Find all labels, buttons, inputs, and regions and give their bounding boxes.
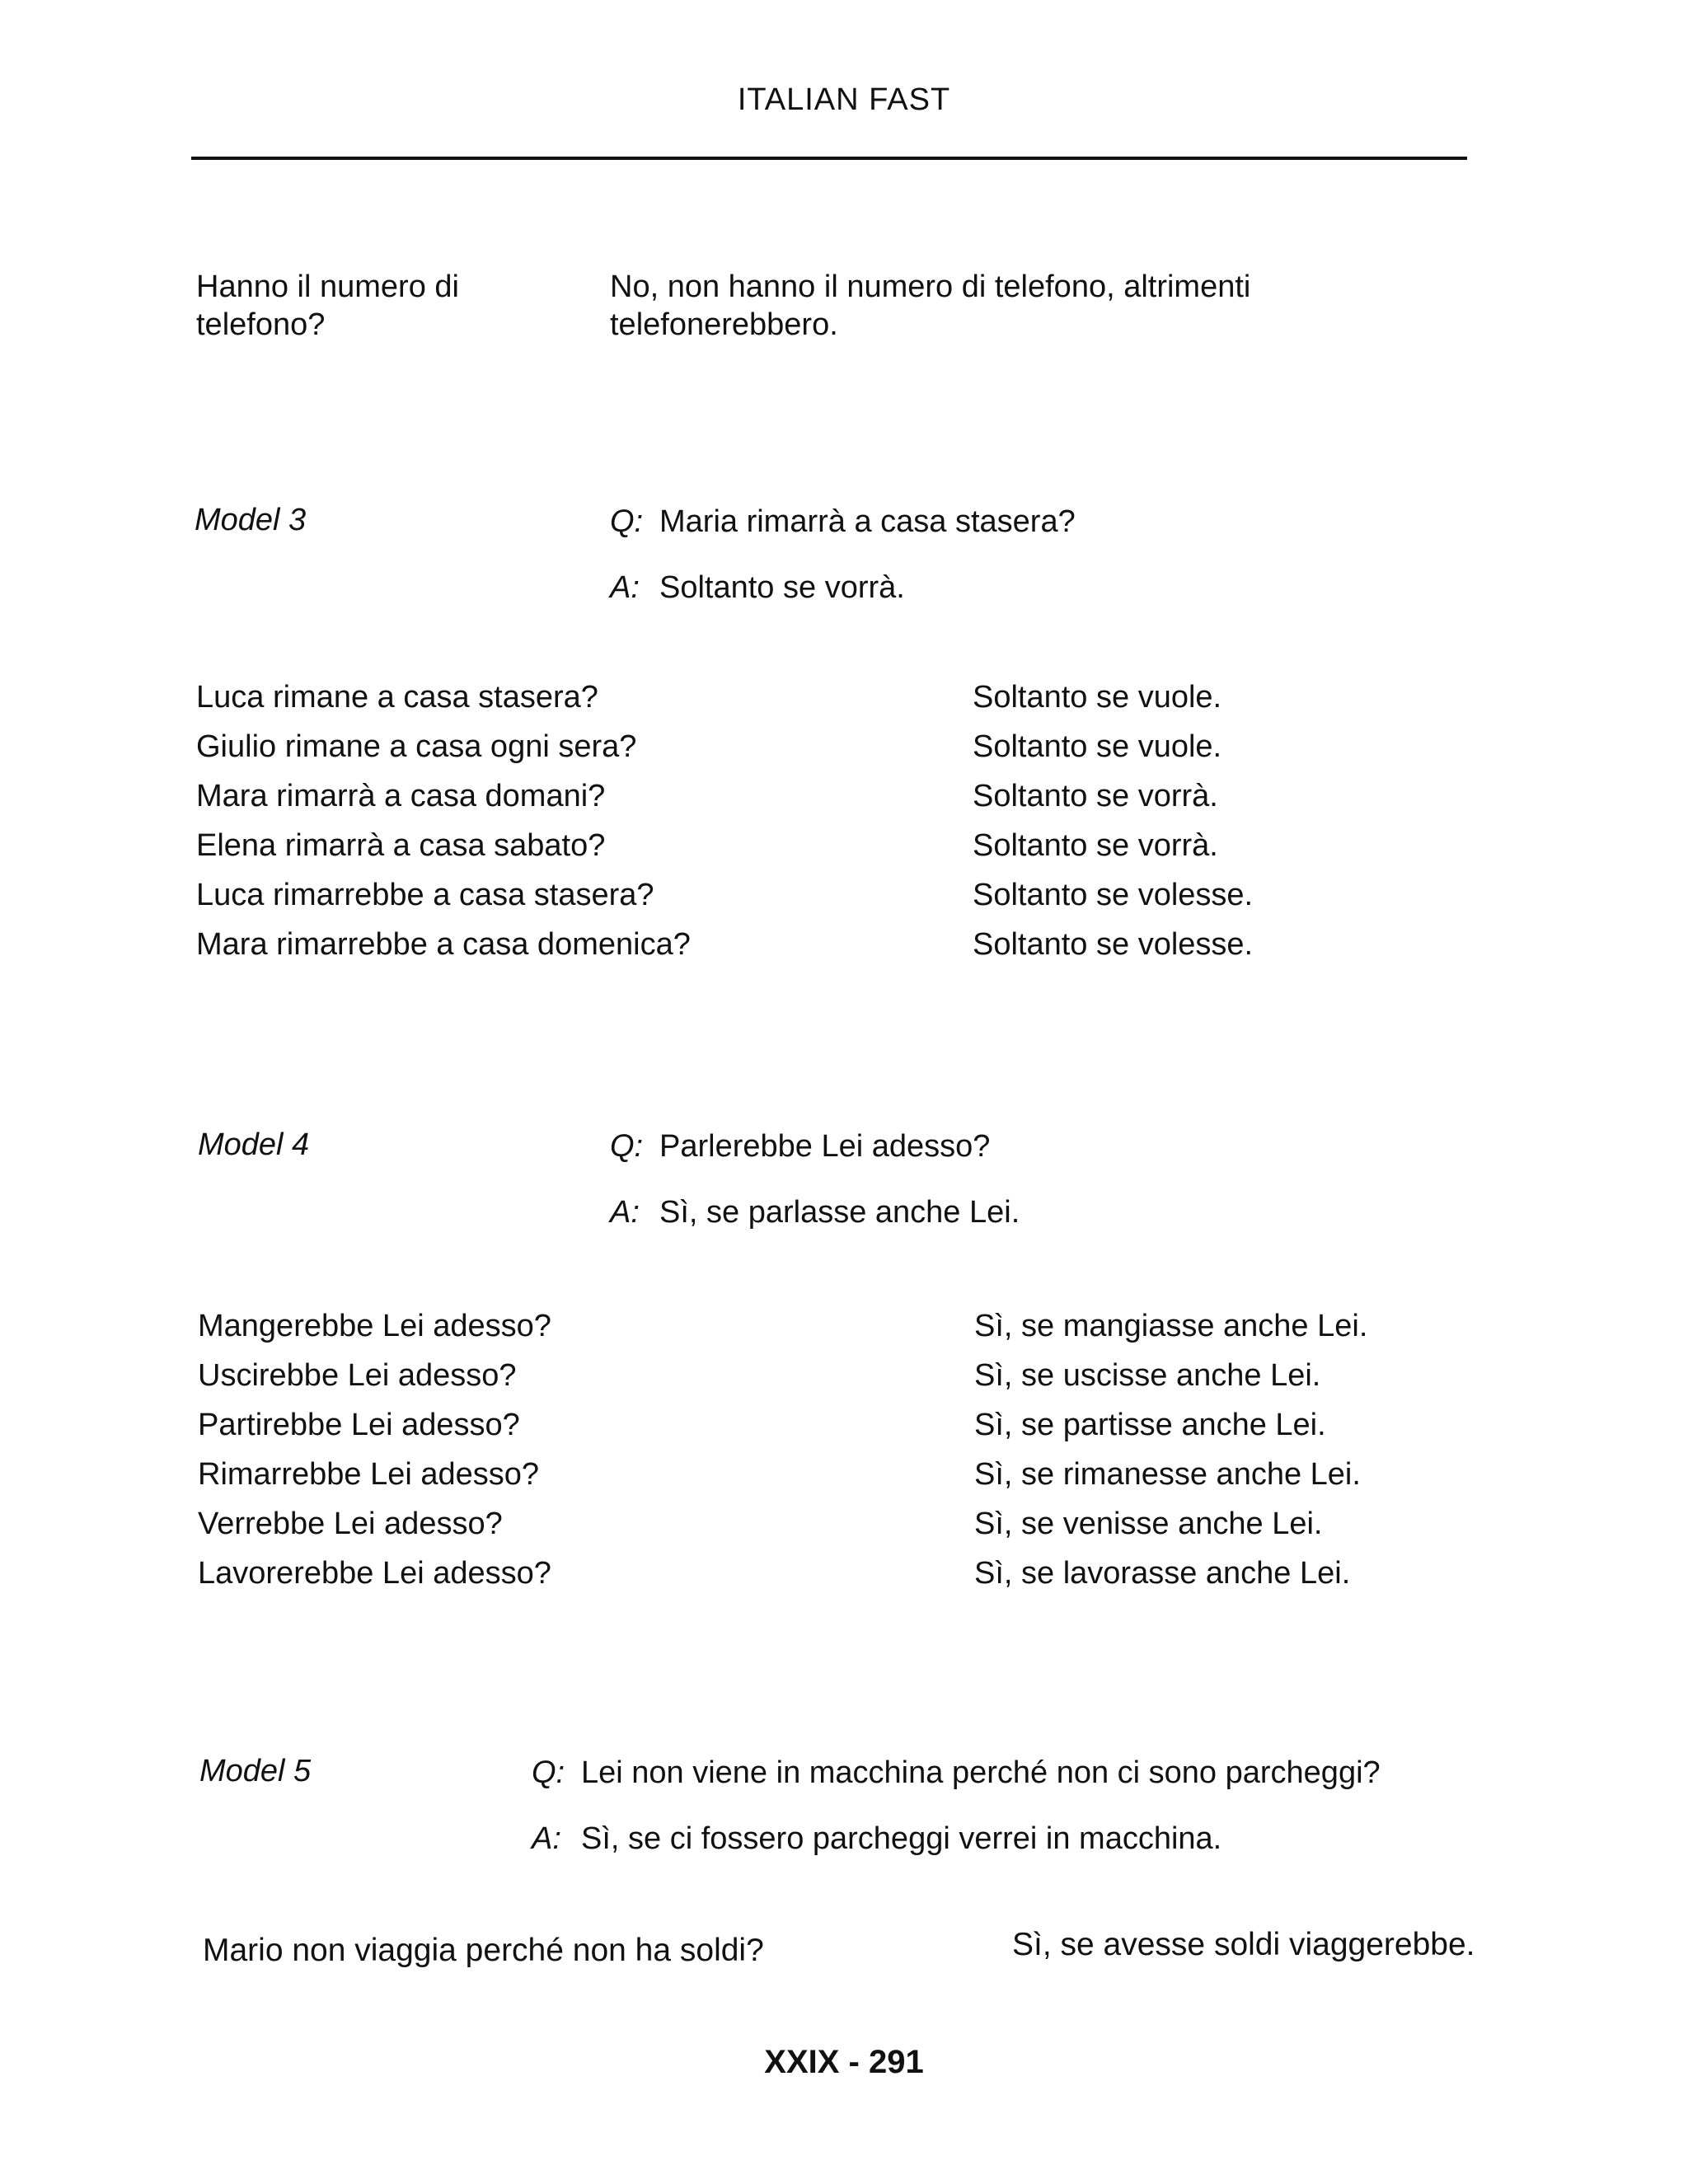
- drill-prompt: Mara rimarrà a casa domani?: [196, 779, 606, 813]
- drill-response: Soltanto se vuole.: [973, 729, 1222, 764]
- intro-answer-line: telefonerebbero.: [610, 307, 838, 342]
- drill-response: Soltanto se volesse.: [973, 878, 1254, 912]
- running-header: ITALIAN FAST: [737, 82, 951, 117]
- drill-prompt: Mangerebbe Lei adesso?: [198, 1309, 551, 1343]
- drill-response: Sì, se mangiasse anche Lei.: [974, 1309, 1368, 1343]
- drill-prompt: Rimarrebbe Lei adesso?: [198, 1457, 540, 1492]
- drill-prompt: Uscirebbe Lei adesso?: [198, 1358, 517, 1393]
- drill-prompt: Mario non viaggia perché non ha soldi?: [203, 1933, 764, 1968]
- drill-response: Soltanto se vorrà.: [973, 779, 1218, 813]
- answer-prefix: A:: [610, 1195, 640, 1230]
- model-5-label: Model 5: [199, 1754, 312, 1788]
- intro-question: [196, 268, 459, 344]
- page-number: XXIX - 291: [764, 2044, 924, 2080]
- drill-response: Sì, se rimanesse anche Lei.: [974, 1457, 1361, 1492]
- drill-response: Sì, se avesse soldi viaggerebbe.: [1012, 1927, 1475, 1962]
- intro-answer: [610, 268, 1250, 344]
- model-5-question: [532, 1754, 1381, 1792]
- drill-response: Sì, se venisse anche Lei.: [974, 1507, 1323, 1541]
- drill-response: Soltanto se volesse.: [973, 927, 1254, 962]
- model-4-label: Model 4: [198, 1127, 310, 1162]
- model-question-text: Parlerebbe Lei adesso?: [659, 1129, 991, 1164]
- drill-response: Soltanto se vorrà.: [973, 828, 1218, 863]
- model-4-answer: [610, 1193, 1020, 1231]
- drill-prompt: Luca rimane a casa stasera?: [196, 680, 598, 715]
- model-answer-text: Sì, se ci fossero parcheggi verrei in macchina.: [581, 1821, 1222, 1856]
- drill-prompt: Verrebbe Lei adesso?: [198, 1507, 503, 1541]
- intro-question-line: Hanno il numero di: [196, 269, 459, 304]
- drill-response: Sì, se uscisse anche Lei.: [974, 1358, 1321, 1393]
- drill-prompt: Luca rimarrebbe a casa stasera?: [196, 878, 654, 912]
- header-rule: [191, 157, 1467, 160]
- question-prefix: Q:: [532, 1755, 565, 1790]
- model-3-question: [610, 503, 1076, 541]
- drill-prompt: Mara rimarrebbe a casa domenica?: [196, 927, 691, 962]
- drill-prompt: Giulio rimane a casa ogni sera?: [196, 729, 637, 764]
- answer-prefix: A:: [532, 1821, 561, 1856]
- question-prefix: Q:: [610, 1129, 644, 1164]
- model-question-text: Maria rimarrà a casa stasera?: [659, 504, 1076, 539]
- drill-response: Sì, se lavorasse anche Lei.: [974, 1556, 1351, 1591]
- model-4-question: [610, 1127, 990, 1165]
- model-3-label: Model 3: [195, 503, 307, 537]
- drill-prompt: Elena rimarrà a casa sabato?: [196, 828, 606, 863]
- drill-response: Sì, se partisse anche Lei.: [974, 1408, 1326, 1442]
- question-prefix: Q:: [610, 504, 644, 539]
- drill-response: Soltanto se vuole.: [973, 680, 1222, 715]
- intro-answer-line: No, non hanno il numero di telefono, altrimenti: [610, 269, 1251, 304]
- drill-prompt: Partirebbe Lei adesso?: [198, 1408, 520, 1442]
- model-question-text: Lei non viene in macchina perché non ci sono parcheggi?: [581, 1755, 1381, 1790]
- model-answer-text: Sì, se parlasse anche Lei.: [659, 1195, 1020, 1230]
- intro-question-line: telefono?: [196, 307, 326, 342]
- model-5-answer: [532, 1820, 1221, 1858]
- model-3-answer: [610, 569, 905, 607]
- answer-prefix: A:: [610, 570, 640, 605]
- drill-prompt: Lavorerebbe Lei adesso?: [198, 1556, 551, 1591]
- model-answer-text: Soltanto se vorrà.: [659, 570, 905, 605]
